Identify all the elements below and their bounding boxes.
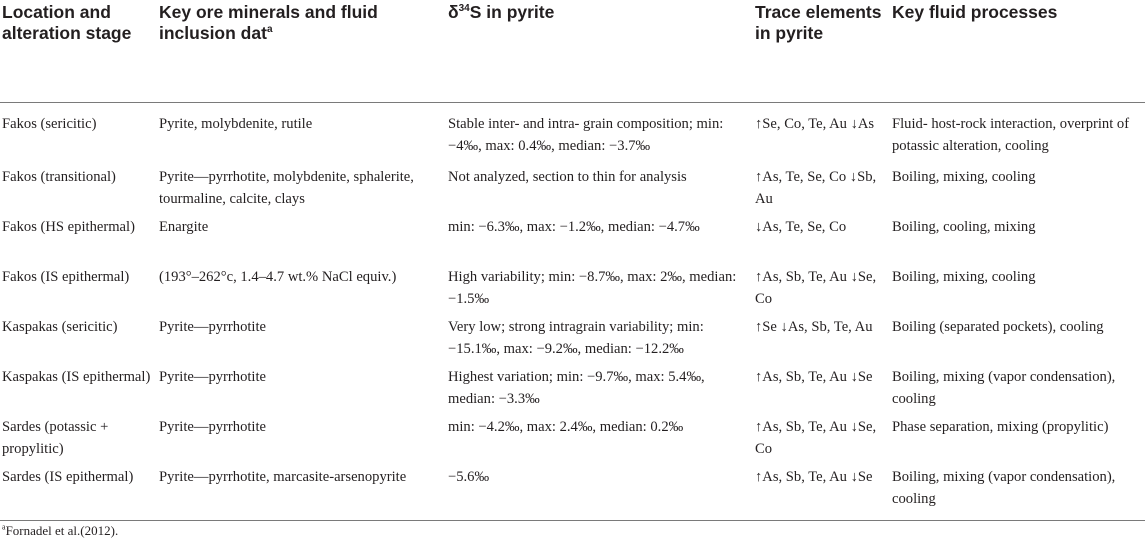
table-body [0, 103, 1145, 521]
cell-location: Kaspakas (sericitic) [2, 318, 118, 335]
table-row [0, 460, 1145, 521]
footnote [2, 523, 118, 539]
table-row [0, 103, 1145, 160]
cell-d34s: −5.6‰ [448, 468, 490, 485]
header-d34s-text: $\delta^{34}S$ in pyrite [448, 2, 555, 22]
cell-minerals: Pyrite—pyrrhotite, molybdenite, sphalerite, tourmaline, calcite, clays [159, 168, 414, 207]
table-header [0, 0, 1145, 103]
table-row [0, 310, 1145, 360]
cell-d34s: High variability; min: −8.7‰, max: 2‰, median: −1.5‰ [448, 268, 737, 307]
cell-minerals: Pyrite—pyrrhotite [159, 318, 267, 335]
cell-minerals: (193°–262°c, 1.4–4.7 wt.% NaCl equiv.) [159, 268, 397, 285]
cell-d34s: Not analyzed, section to thin for analysis [448, 168, 687, 185]
footnote-text: Fornadel et al.(2012). [5, 523, 119, 538]
cell-minerals: Pyrite—pyrrhotite [159, 418, 267, 435]
cell-fluid-processes: Fluid- host-rock interaction, overprint of potassic alteration, cooling [892, 116, 1130, 154]
cell-d34s: Highest variation; min: −9.7‰, max: 5.4‰, median: −3.3‰ [448, 368, 705, 407]
cell-fluid-processes: Boiling, mixing (vapor condensation), cooling [892, 368, 1116, 407]
cell-d34s: min: −4.2‰, max: 2.4‰, median: 0.2‰ [448, 418, 684, 435]
table-row [0, 160, 1145, 210]
cell-location: Sardes (potassic + propylitic) [2, 418, 109, 457]
header-trace-text: Trace elements in pyrite [755, 2, 882, 43]
header-d34s-superscript: 34 [458, 3, 470, 15]
header-d34s [446, 0, 753, 103]
cell-d34s: Very low; strong intragrain variability; min: −15.1‰, max: −9.2‰, median: −12.2‰ [448, 318, 704, 357]
cell-fluid-processes: Phase separation, mixing (propylitic) [892, 418, 1109, 435]
cell-fluid-processes: Boiling, mixing (vapor condensation), cooling [892, 468, 1116, 507]
cell-minerals: Pyrite, molybdenite, rutile [159, 116, 313, 132]
header-fluid-processes [890, 0, 1145, 103]
cell-trace-elements: ↑Se, Co, Te, Au ↓As [755, 116, 875, 132]
cell-minerals: Pyrite—pyrrhotite [159, 368, 267, 385]
cell-fluid-processes: Boiling, mixing, cooling [892, 268, 1036, 285]
cell-minerals: Pyrite—pyrrhotite, marcasite-arsenopyrite [159, 468, 407, 485]
header-trace-elements [753, 0, 890, 103]
table-row [0, 410, 1145, 460]
header-minerals [157, 0, 446, 103]
table-row [0, 260, 1145, 310]
cell-fluid-processes: Boiling, cooling, mixing [892, 218, 1036, 235]
header-minerals-superscript: a [266, 24, 273, 36]
cell-trace-elements: ↑As, Sb, Te, Au ↓Se, Co [755, 418, 877, 457]
cell-location: Fakos (IS epithermal) [2, 268, 130, 285]
cell-trace-elements: ↑As, Sb, Te, Au ↓Se [755, 368, 873, 385]
header-processes-text: Key fluid processes [892, 2, 1058, 22]
header-location [0, 0, 157, 103]
cell-trace-elements: ↑As, Sb, Te, Au ↓Se [755, 468, 873, 485]
header-location-text: Location and alteration stage [2, 2, 132, 43]
cell-fluid-processes: Boiling, mixing, cooling [892, 168, 1036, 185]
header-row [0, 0, 1145, 103]
cell-location: Kaspakas (IS epithermal) [2, 368, 151, 385]
cell-trace-elements: ↑As, Sb, Te, Au ↓Se, Co [755, 268, 877, 307]
table-row [0, 210, 1145, 260]
cell-fluid-processes: Boiling (separated pockets), cooling [892, 318, 1104, 335]
footnote-marker: a [2, 522, 6, 532]
cell-d34s: Stable inter- and intra- grain composition; min: −4‰, max: 0.4‰, median: −3.7‰ [448, 116, 724, 154]
cell-location: Fakos (sericitic) [2, 116, 97, 132]
cell-location: Fakos (transitional) [2, 168, 116, 185]
cell-trace-elements: ↑As, Te, Se, Co ↓Sb, Au [755, 168, 877, 207]
cell-trace-elements: ↑Se ↓As, Sb, Te, Au [755, 318, 873, 335]
header-minerals-text: Key ore minerals and fluid inclusion dat [159, 2, 378, 43]
table-row [0, 360, 1145, 410]
cell-location: Sardes (IS epithermal) [2, 468, 134, 485]
cell-trace-elements: ↓As, Te, Se, Co [755, 218, 847, 235]
cell-minerals: Enargite [159, 218, 209, 235]
cell-location: Fakos (HS epithermal) [2, 218, 135, 235]
cell-d34s: min: −6.3‰, max: −1.2‰, median: −4.7‰ [448, 218, 700, 235]
